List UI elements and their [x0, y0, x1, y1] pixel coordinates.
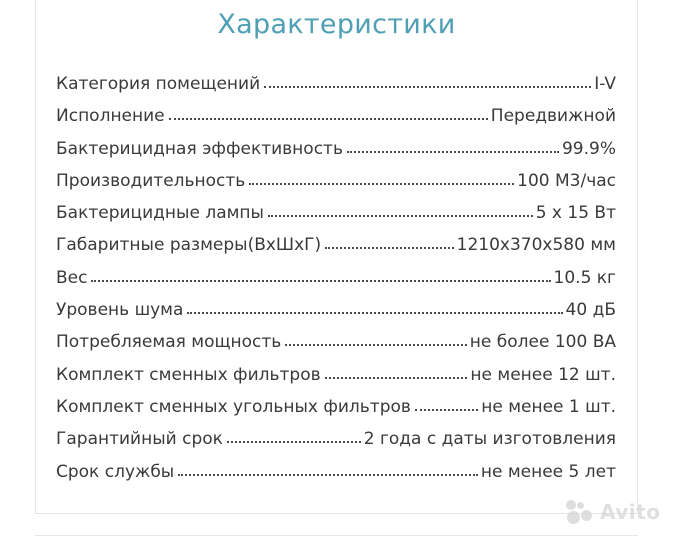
next-card-edge [35, 535, 638, 536]
dot-leader [187, 312, 562, 314]
spec-label: Вес [56, 267, 88, 288]
spec-value: не более 100 ВА [469, 332, 616, 353]
spec-value: 40 дБ [565, 300, 616, 321]
spec-value: 100 М3/час [517, 170, 616, 191]
dot-leader [325, 247, 453, 249]
dot-leader [285, 344, 467, 346]
spec-row-lamps [56, 203, 616, 235]
spec-row-filters [56, 365, 616, 397]
spec-row-weight [56, 268, 616, 300]
spec-list [56, 74, 616, 494]
spec-row-design [56, 106, 616, 138]
avito-logo-icon [566, 500, 596, 524]
dot-leader [227, 441, 361, 443]
spec-row-throughput [56, 171, 616, 203]
dot-leader [178, 474, 478, 476]
avito-watermark [566, 500, 660, 524]
dot-leader [268, 215, 533, 217]
spec-label: Габаритные размеры(ВхШхГ) [56, 235, 322, 256]
spec-label: Уровень шума [56, 300, 184, 321]
dot-leader [347, 151, 559, 153]
spec-value: 2 года с даты изготовления [363, 429, 616, 450]
spec-value: I-V [594, 74, 616, 94]
spec-row-dimensions [56, 235, 616, 267]
spec-label: Категория помещений [56, 74, 261, 94]
spec-value: не менее 12 шт. [470, 364, 616, 385]
spec-label: Потребляемая мощность [56, 332, 282, 353]
spec-label: Комплект сменных угольных фильтров [56, 396, 411, 417]
spec-row-noise [56, 300, 616, 332]
spec-row-carbon-filters [56, 397, 616, 429]
page-title: Характеристики [217, 9, 456, 40]
spec-label: Комплект сменных фильтров [56, 364, 321, 385]
spec-value: 99.9% [561, 138, 616, 159]
dot-leader [415, 409, 478, 411]
spec-label: Производительность [56, 170, 246, 191]
watermark-text: Avito [600, 500, 661, 524]
spec-label: Бактерицидная эффективность [56, 138, 343, 159]
spec-value: 5 х 15 Вт [535, 203, 616, 224]
spec-value: не менее 1 шт. [481, 396, 616, 417]
spec-value: 1210х370х580 мм [456, 235, 616, 256]
spec-row-power [56, 332, 616, 364]
spec-row-warranty [56, 429, 616, 461]
spec-label: Бактерицидные лампы [56, 203, 264, 224]
dot-leader [325, 377, 468, 379]
spec-value: Передвижной [490, 106, 616, 127]
spec-value: 10.5 кг [553, 267, 616, 288]
dot-leader [169, 118, 488, 120]
dot-leader [249, 183, 514, 185]
spec-row-efficiency [56, 139, 616, 171]
spec-label: Срок службы [56, 461, 175, 482]
spec-label: Гарантийный срок [56, 429, 223, 450]
spec-value: не менее 5 лет [480, 461, 616, 482]
spec-label: Исполнение [56, 106, 165, 127]
spec-row-room-category [56, 74, 616, 106]
spec-row-service-life [56, 462, 616, 494]
dot-leader [91, 280, 550, 282]
dot-leader [264, 86, 591, 88]
